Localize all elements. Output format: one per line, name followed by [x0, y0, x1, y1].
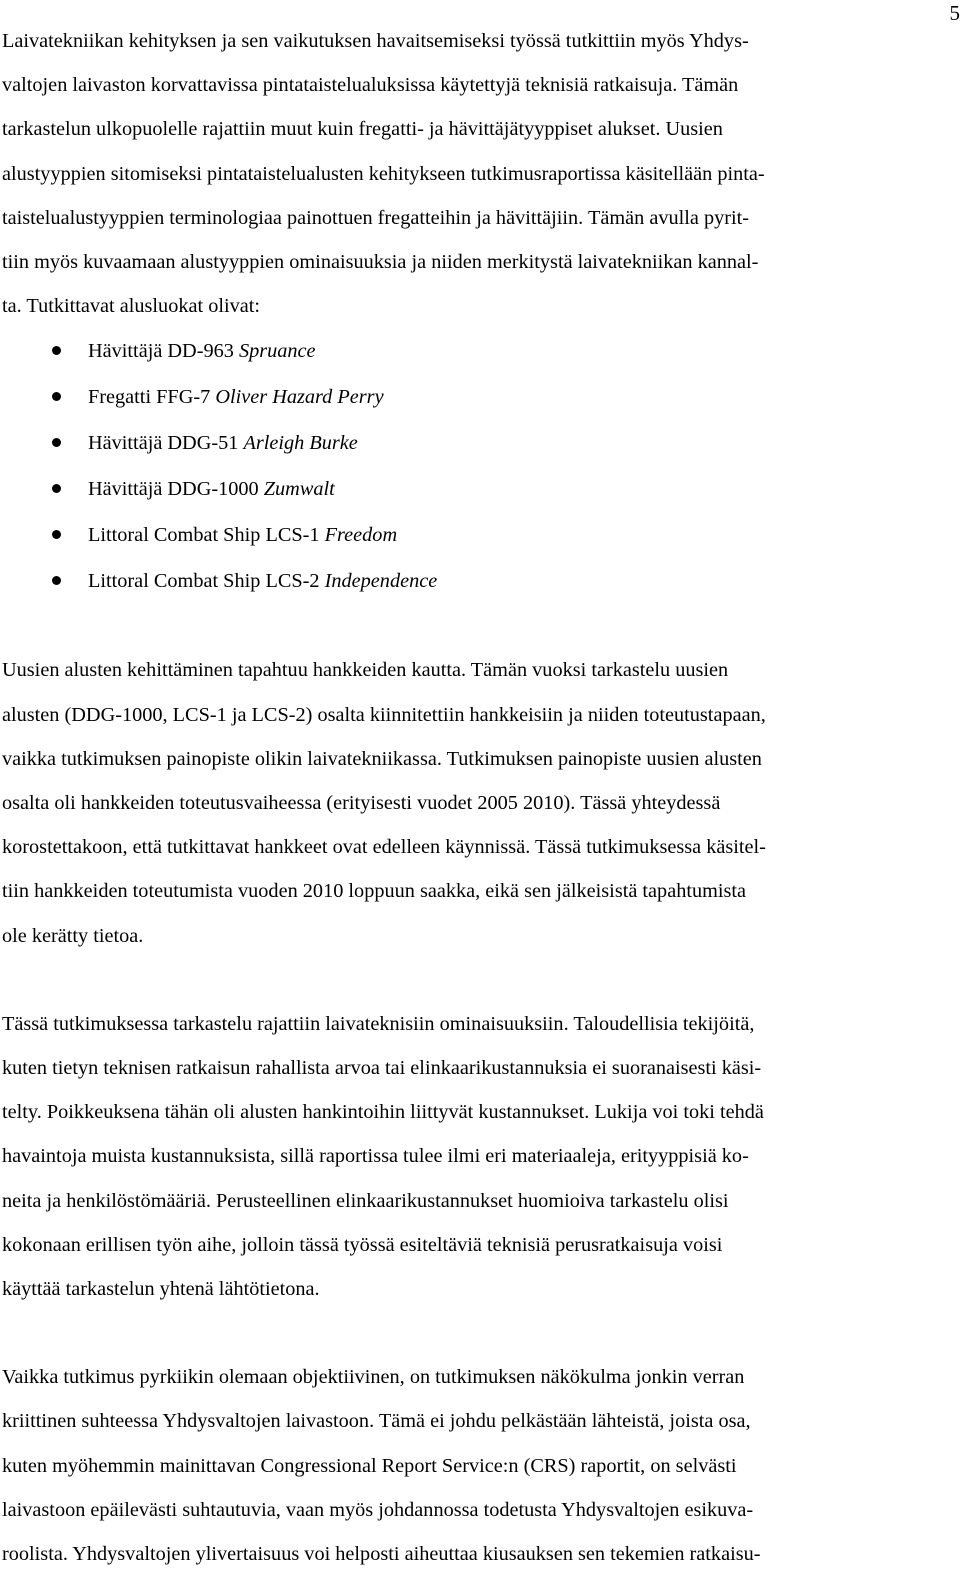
list-item [2, 512, 958, 558]
ship-type: Fregatti FFG-7 [88, 386, 210, 408]
ship-type: Littoral Combat Ship LCS-1 [88, 524, 320, 546]
paragraph-gap [2, 604, 958, 648]
ship-name: Independence [325, 570, 438, 592]
bullet-icon [52, 392, 61, 401]
projects-paragraph: Uusien alusten kehittäminen tapahtuu hankkeiden kautta. Tämän vuoksi tarkastelu uusien alusten (DDG-1000, LCS-1 ja LCS-2) osalta kiinnitettiin hankkeisiin ja niiden toteutustapaan, vaikka tutkimuksen painopiste olikin laivatekniikassa. Tutkimuksen painopiste uusien alusten osalta oli hankkeiden toteutusvaiheessa (erityisesti vuodet 2005 2010). Tässä yhteydessä korostettakoon, että tutkittavat hankkeet ovat edelleen käynnissä. Tässä tutkimuksessa käsitel- tiin hankkeiden toteutumista vuoden 2010 loppuun saakka, eikä sen jälkeisistä tapahtumista ole kerätty tietoa. [2, 648, 958, 957]
list-item [2, 466, 958, 512]
ship-name: Oliver Hazard Perry [215, 386, 383, 408]
ship-type: Littoral Combat Ship LCS-2 [88, 570, 320, 592]
list-item [2, 374, 958, 420]
bullet-icon [52, 530, 61, 539]
ship-name: Arleigh Burke [243, 432, 357, 454]
bullet-icon [52, 438, 61, 447]
list-item [2, 558, 958, 604]
scope-paragraph: Tässä tutkimuksessa tarkastelu rajattiin laivateknisiin ominaisuuksiin. Taloudellisia tekijöitä, kuten tietyn teknisen ratkaisun rahallista arvoa tai elinkaarikustannuksia ei suoranaisesti käsi- telty. Poikkeuksena tähän oli alusten hankintoihin liittyvät kustannukset. Lukija voi toki tehdä havaintoja muista kustannuksista, sillä raportissa tulee ilmi eri materiaaleja, erityyppisiä ko- neita ja henkilöstömääriä. Perusteellinen elinkaarikustannukset huomioiva tarkastelu olisi kokonaan erillisen työn aihe, jolloin tässä työssä esiteltäviä teknisiä perusratkaisuja voisi käyttää tarkastelun yhtenä lähtötietona. [2, 1002, 958, 1311]
ship-name: Zumwalt [264, 478, 335, 500]
ship-type: Hävittäjä DDG-1000 [88, 478, 259, 500]
ship-class-list [2, 328, 958, 604]
document-body [2, 19, 958, 1576]
page-number: 5 [950, 0, 960, 26]
ship-name: Freedom [325, 524, 397, 546]
intro-paragraph: Laivatekniikan kehityksen ja sen vaikutuksen havaitsemiseksi työssä tutkittiin myös Yhdys- valtojen laivaston korvattavissa pintataistelualuksissa käytettyjä teknisiä ratkaisuja. Tämän tarkastelun ulkopuolelle rajattiin muut kuin fregatti- ja hävittäjätyyppiset alukset. Uusien alustyyppien sitomiseksi pintataistelualusten kehitykseen tutkimusraportissa käsitellään pinta- taistelualustyyppien terminologiaa painottuen fregatteihin ja hävittäjiin. Tämän avulla pyrit- tiin myös kuvaamaan alustyyppien ominaisuuksia ja niiden merkitystä laivatekniikan kannal- ta. Tutkittavat alusluokat olivat: [2, 19, 958, 328]
bullet-icon [52, 484, 61, 493]
paragraph-gap [2, 1311, 958, 1355]
list-item [2, 328, 958, 374]
ship-name: Spruance [239, 340, 316, 362]
bullet-icon [52, 576, 61, 585]
ship-type: Hävittäjä DDG-51 [88, 432, 238, 454]
bullet-icon [52, 346, 61, 355]
paragraph-gap [2, 958, 958, 1002]
ship-type: Hävittäjä DD-963 [88, 340, 234, 362]
list-item [2, 420, 958, 466]
objectivity-paragraph: Vaikka tutkimus pyrkiikin olemaan objektiivinen, on tutkimuksen näkökulma jonkin verran kriittinen suhteessa Yhdysvaltojen laivastoon. Tämä ei johdu pelkästään lähteistä, joista osa, kuten myöhemmin mainittavan Congressional Report Service:n (CRS) raportit, on selvästi laivastoon epäilevästi suhtautuvia, vaan myös johdannossa todetusta Yhdysvaltojen esikuva- roolista. Yhdysvaltojen ylivertaisuus voi helposti aiheuttaa kiusauksen sen tekemien ratkaisu- [2, 1355, 958, 1576]
